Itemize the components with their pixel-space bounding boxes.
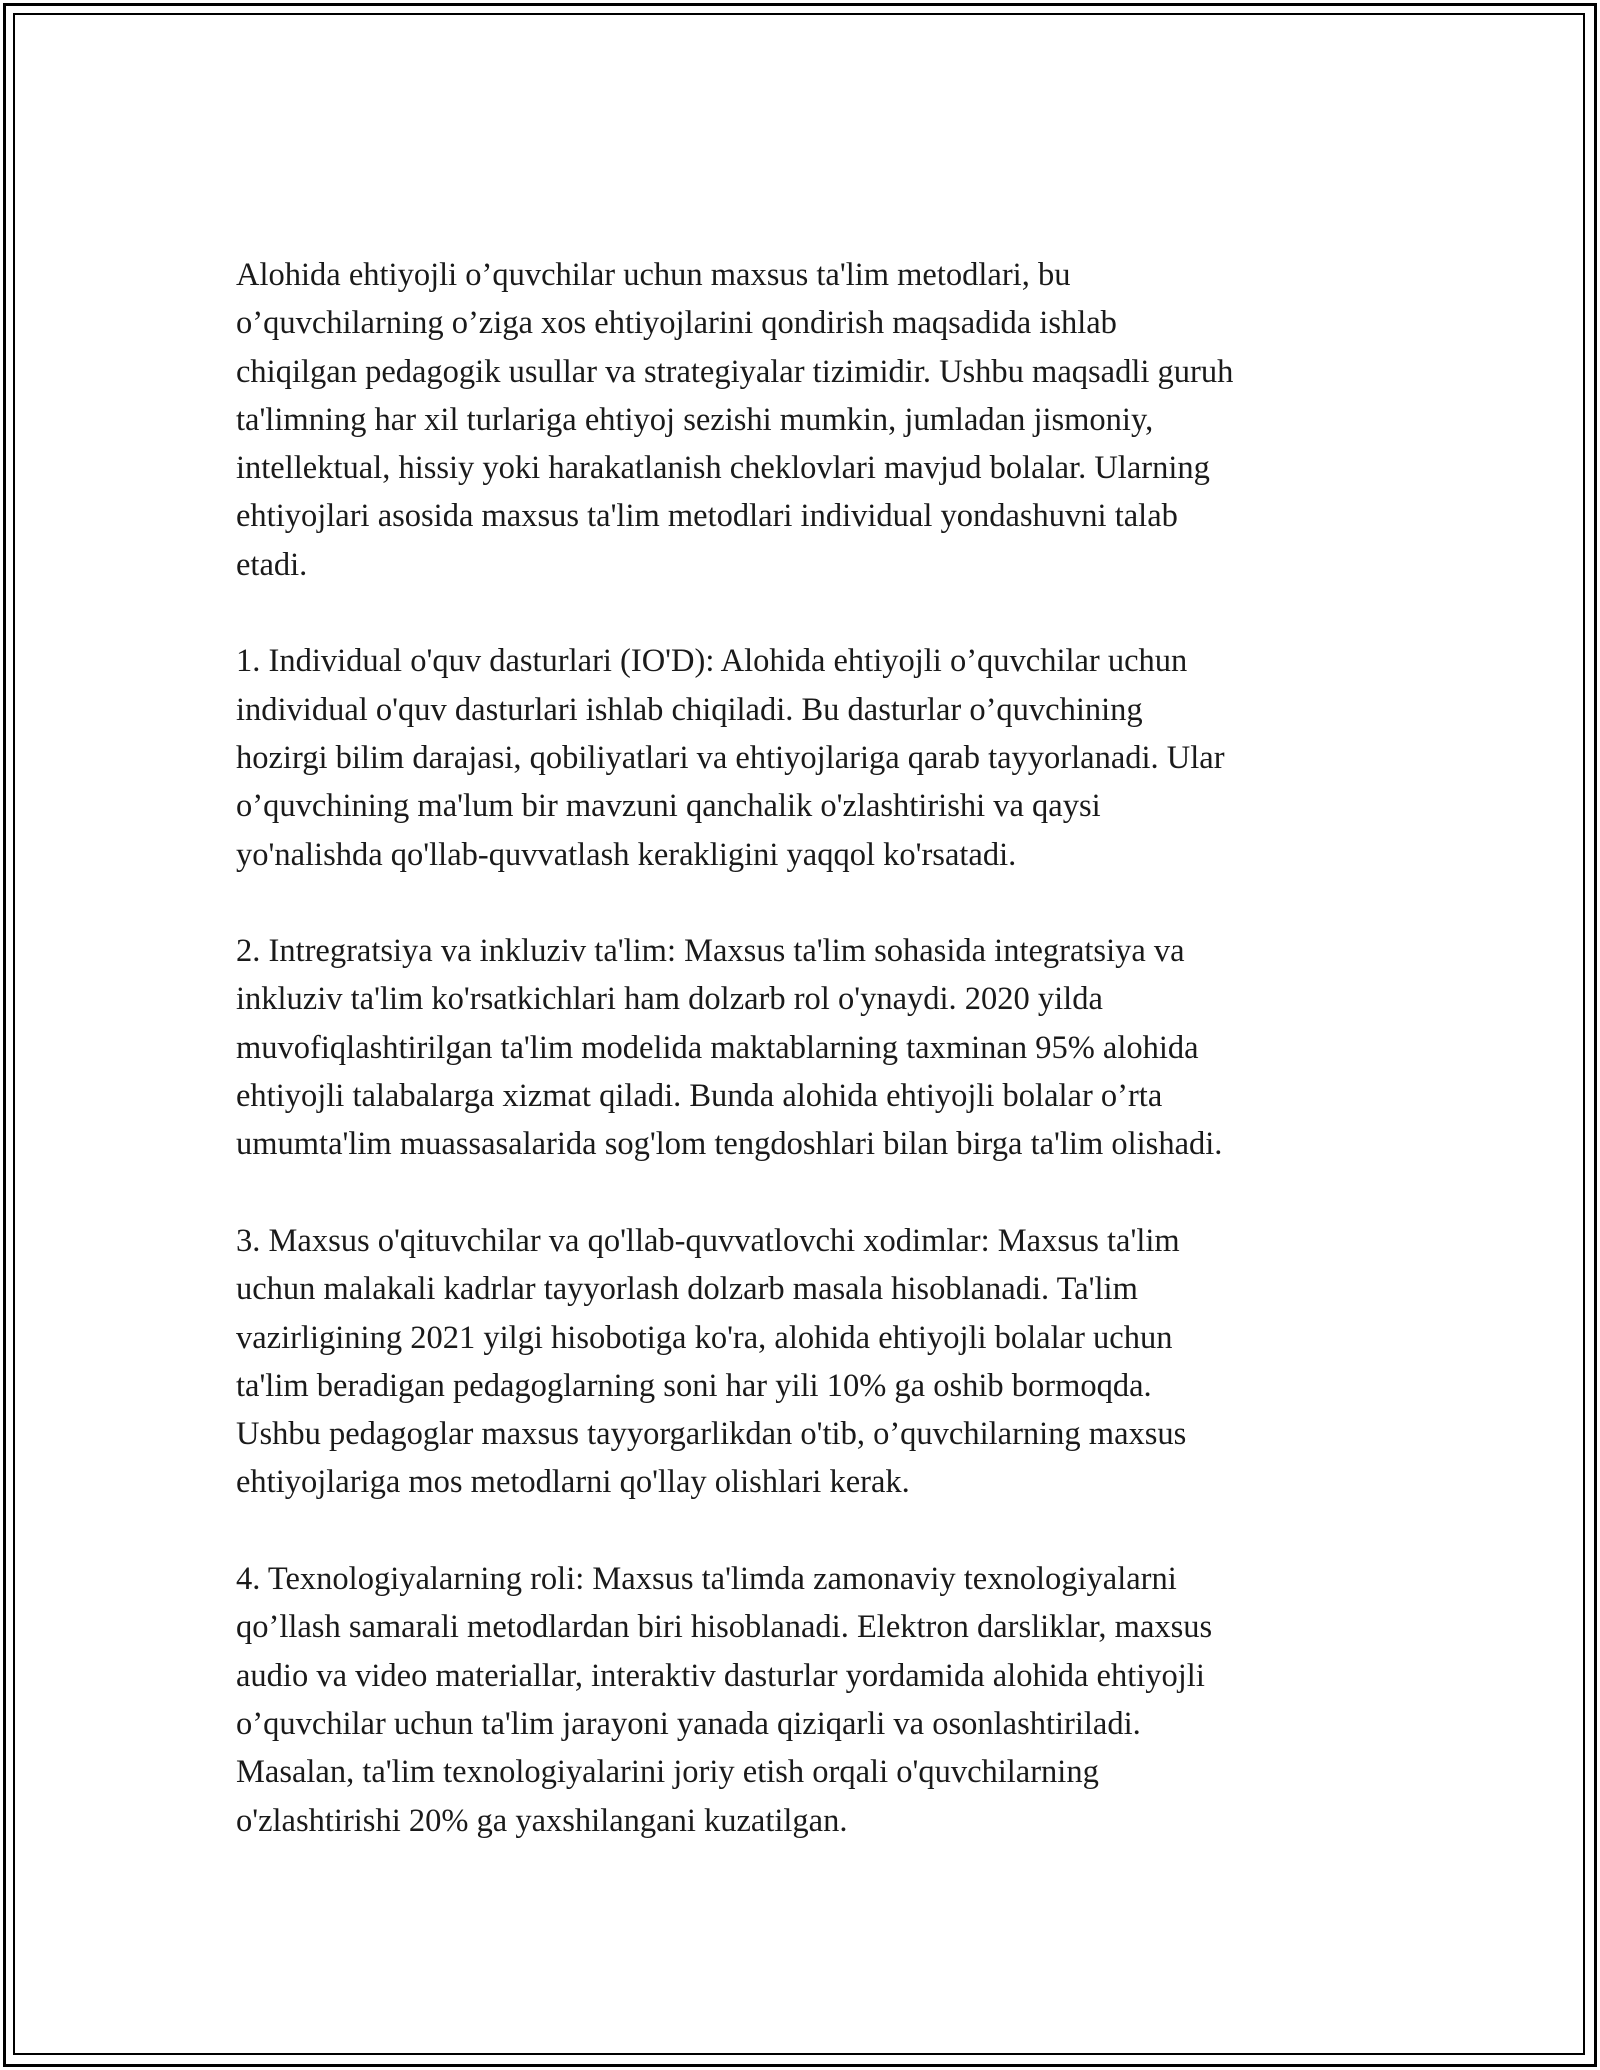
text-line: vazirligining 2021 yilgi hisobotiga ko'ra, alohida ehtiyojli bolalar uchun	[236, 1319, 1173, 1356]
text-line: inkluziv ta'lim ko'rsatkichlari ham dolzarb rol o'ynaydi. 2020 yilda	[236, 981, 1103, 1018]
text-line: ta'limning har xil turlariga ehtiyoj sezishi mumkin, jumladan jismoniy,	[236, 401, 1154, 438]
text-line: 1. Individual o'quv dasturlari (IO'D): Alohida ehtiyojli o’quvchilar uchun	[236, 643, 1188, 680]
paragraph-special-teachers	[236, 1217, 1376, 1507]
text-line: 3. Maxsus o'qituvchilar va qo'llab-quvvatlovchi xodimlar: Maxsus ta'lim	[236, 1222, 1180, 1259]
paragraph-intro	[236, 251, 1376, 589]
paragraph-individual-programs	[236, 637, 1376, 878]
text-line: Ushbu pedagoglar maxsus tayyorgarlikdan o'tib, o’quvchilarning maxsus	[236, 1416, 1187, 1453]
text-line: ehtiyojlari asosida maxsus ta'lim metodlari individual yondashuvni talab	[236, 498, 1178, 535]
text-line: qo’llash samarali metodlardan biri hisoblanadi. Elektron darsliklar, maxsus	[236, 1609, 1213, 1646]
text-line: audio va video materiallar, interaktiv dasturlar yordamida alohida ehtiyojli	[236, 1657, 1205, 1694]
text-line: individual o'quv dasturlari ishlab chiqiladi. Bu dasturlar o’quvchining	[236, 691, 1143, 728]
text-line: chiqilgan pedagogik usullar va strategiyalar tizimidir. Ushbu maqsadli guruh	[236, 353, 1234, 390]
text-line: ta'lim beradigan pedagoglarning soni har yili 10% ga oshib bormoqda.	[236, 1367, 1152, 1404]
text-line: muvofiqlashtirilgan ta'lim modelida maktablarning taxminan 95% alohida	[236, 1029, 1199, 1066]
document-body	[236, 251, 1376, 1845]
text-line: Alohida ehtiyojli o’quvchilar uchun maxsus ta'lim metodlari, bu	[236, 257, 1071, 293]
text-line: o’quvchilarning o’ziga xos ehtiyojlarini qondirish maqsadida ishlab	[236, 305, 1117, 342]
text-line: o'zlashtirishi 20% ga yaxshilangani kuzatilgan.	[236, 1802, 848, 1839]
text-line: o’quvchilar uchun ta'lim jarayoni yanada qiziqarli va osonlashtiriladi.	[236, 1705, 1141, 1742]
text-line: 4. Texnologiyalarning roli: Maxsus ta'limda zamonaviy texnologiyalarni	[236, 1561, 1177, 1598]
text-line: intellektual, hissiy yoki harakatlanish cheklovlari mavjud bolalar. Ularning	[236, 450, 1210, 487]
text-line: ehtiyojlariga mos metodlarni qo'llay olishlari kerak.	[236, 1464, 910, 1501]
text-line: etadi.	[236, 546, 308, 583]
text-line: umumta'lim muassasalarida sog'lom tengdoshlari bilan birga ta'lim olishadi.	[236, 1126, 1223, 1163]
text-line: uchun malakali kadrlar tayyorlash dolzarb masala hisoblanadi. Ta'lim	[236, 1271, 1138, 1308]
text-line: 2. Intregratsiya va inkluziv ta'lim: Maxsus ta'lim sohasida integratsiya va	[236, 933, 1185, 970]
text-line: yo'nalishda qo'llab-quvvatlash kerakligini yaqqol ko'rsatadi.	[236, 836, 1017, 873]
text-line: o’quvchining ma'lum bir mavzuni qanchalik o'zlashtirishi va qaysi	[236, 788, 1101, 825]
text-line: Masalan, ta'lim texnologiyalarini joriy etish orqali o'quvchilarning	[236, 1754, 1099, 1791]
paragraph-technology-role	[236, 1555, 1376, 1845]
text-line: hozirgi bilim darajasi, qobiliyatlari va ehtiyojlariga qarab tayyorlanadi. Ular	[236, 739, 1225, 776]
paragraph-integration-inclusion	[236, 927, 1376, 1168]
text-line: ehtiyojli talabalarga xizmat qiladi. Bunda alohida ehtiyojli bolalar o’rta	[236, 1078, 1163, 1115]
